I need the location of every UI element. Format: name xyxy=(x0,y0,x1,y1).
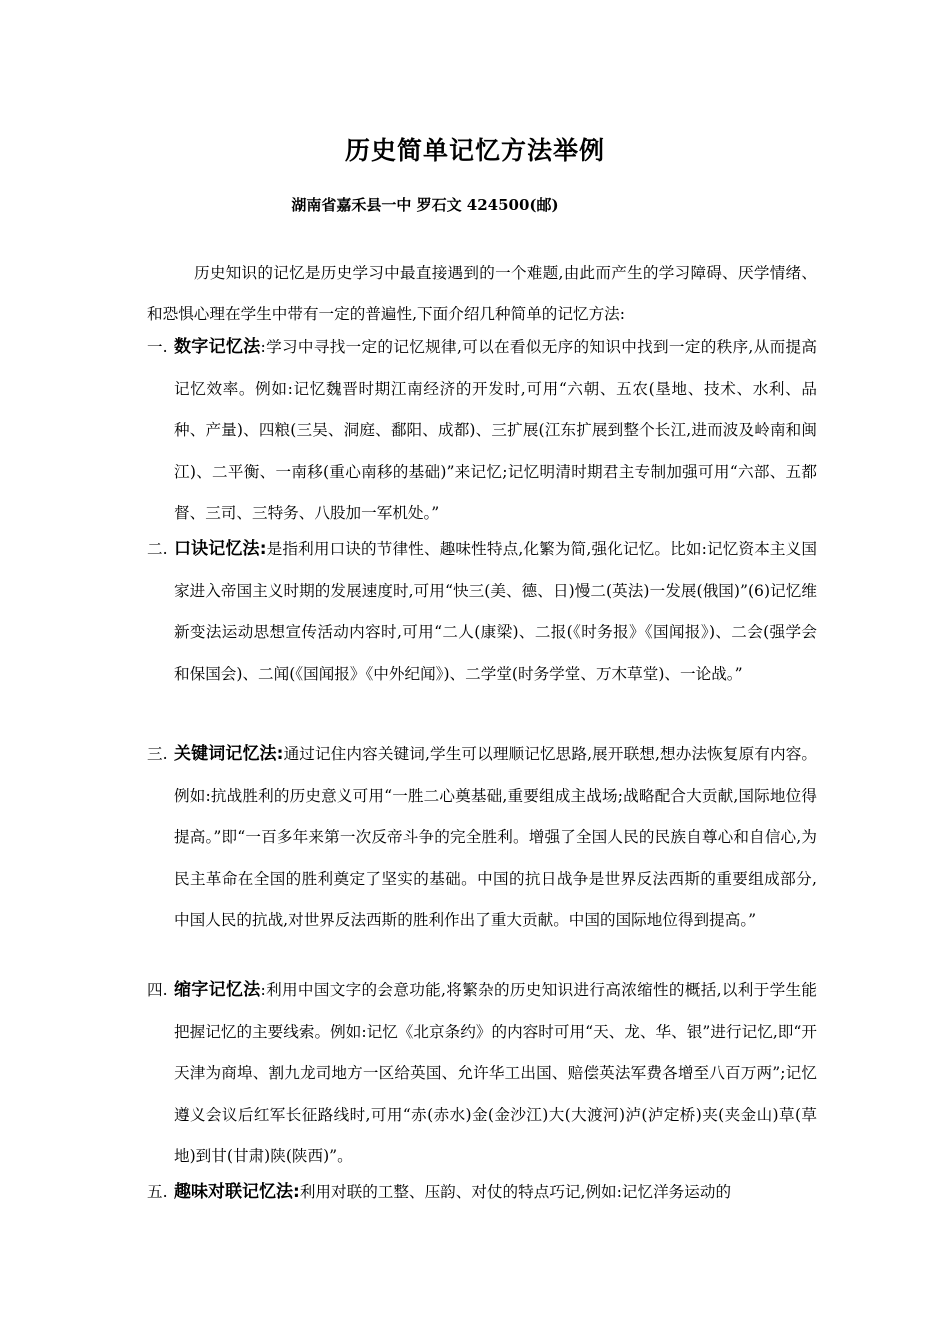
intro-paragraph: 历史知识的记忆是历史学习中最直接遇到的一个难题,由此而产生的学习障碍、厌学情绪、和恐惧心理在学生中带有一定的普遍性,下面介绍几种简单的记忆方法: xyxy=(147,264,817,323)
item-separator: : xyxy=(260,338,266,356)
item-heading: 口诀记忆法: xyxy=(174,539,267,559)
item-text: 是指利用口诀的节律性、趣味性特点,化繁为简,强化记忆。比如:记忆资本主义国家进入帝国主义时期的发展速度时,可用“快三(美、德、日)慢二(英法)一发展(俄国)”(6)记忆维新变法运动思想宣传活动内容时,可用“二人(康梁)、二报(《时务报》《国闻报》)、二会(强学会和保国会)、二闻(《国闻报》《中外纪闻》)、二学堂(时务学堂、万木草堂)、一论战。” xyxy=(174,540,817,683)
method-item xyxy=(147,327,817,535)
document-title: 历史简单记忆方法举例 xyxy=(344,136,605,165)
item-body xyxy=(174,734,817,942)
item-heading: 趣味对联记忆法: xyxy=(174,1182,300,1202)
item-text: 学习中寻找一定的记忆规律,可以在看似无序的知识中找到一定的秩序,从而提高记忆效率。例如:记忆魏晋时期江南经济的开发时,可用“六朝、五农(垦地、技术、水利、品种、产量)、四粮(三吴、洞庭、鄱阳、成都)、三扩展(江东扩展到整个长江,进而波及岭南和闽江)、二平衡、一南移(重心南移的基础)”来记忆;记忆明清时期君主专制加强可用“六部、五都督、三司、三特务、八股加一军机处。” xyxy=(174,338,817,522)
item-text: 利用中国文字的会意功能,将繁杂的历史知识进行高浓缩性的概括,以利于学生能把握记忆的主要线索。例如:记忆《北京条约》的内容时可用“天、龙、华、银”进行记忆,即“开天津为商埠、割九龙司地方一区给英国、允许华工出国、赔偿英法军费各增至八百万两”;记忆遵义会议后红军长征路线时,可用“赤(赤水)金(金沙江)大(大渡河)泸(泸定桥)夹(夹金山)草(草地)到甘(甘肃)陕(陕西)”。 xyxy=(174,981,817,1165)
item-text: 通过记住内容关键词,学生可以理顺记忆思路,展开联想,想办法恢复原有内容。例如:抗战胜利的历史意义可用“一胜二心奠基础,重要组成主战场;战略配合大贡献,国际地位得提高。”即“一百多年来第一次反帝斗争的完全胜利。增强了全国人民的民族自尊心和自信心,为民主革命在全国的胜利奠定了坚实的基础。中国的抗日战争是世界反法西斯的重要组成部分,中国人民的抗战,对世界反法西斯的胜利作出了重大贡献。中国的国际地位得到提高。” xyxy=(174,745,817,929)
method-item xyxy=(147,1172,817,1214)
item-body xyxy=(174,529,817,695)
item-number: 二. xyxy=(147,540,168,558)
item-number: 四. xyxy=(147,981,168,999)
item-text: 利用对联的工整、压韵、对仗的特点巧记,例如:记忆洋务运动的 xyxy=(299,1183,732,1201)
item-heading: 关键词记忆法: xyxy=(174,744,284,764)
item-separator: : xyxy=(260,981,266,999)
method-item xyxy=(147,970,817,1178)
item-number: 一. xyxy=(147,338,168,356)
author-line: 湖南省嘉禾县一中 罗石文 424500(邮) xyxy=(291,196,559,214)
item-heading: 数字记忆法 xyxy=(174,337,261,357)
item-heading: 缩字记忆法 xyxy=(174,980,261,1000)
method-item xyxy=(147,734,817,942)
item-body xyxy=(174,327,817,535)
item-number: 三. xyxy=(147,745,168,763)
method-item xyxy=(147,529,817,695)
item-body xyxy=(174,970,817,1178)
item-body xyxy=(174,1172,817,1214)
item-number: 五. xyxy=(147,1183,168,1201)
